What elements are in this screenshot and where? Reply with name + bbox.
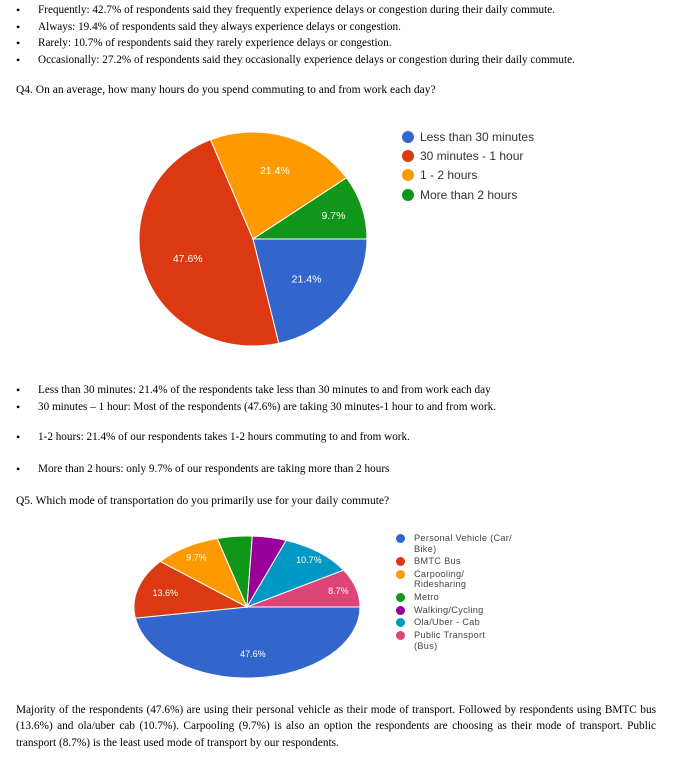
q4-findings-list-2	[16, 429, 410, 446]
legend-label: More than 2 hours	[420, 187, 518, 202]
pie-value-label: 47.6%	[240, 648, 266, 659]
legend-item	[396, 630, 544, 651]
legend-swatch-red	[402, 150, 414, 162]
pie-value-label: 21.4%	[259, 164, 290, 177]
pie-value-label: 13.6%	[152, 587, 179, 598]
legend-label: Carpooling/ Ridesharing	[414, 568, 467, 590]
legend-label: Less than 30 minutes	[420, 129, 535, 144]
pie-value-label: 21.4%	[291, 273, 322, 286]
legend-swatch-orange	[402, 169, 414, 181]
list-item: • 30 minutes – 1 hour: Most of the respondents (47.6%) are taking 30 minutes-1 hour to and from work.	[16, 399, 496, 416]
q5-heading: Q5. Which mode of transportation do you primarily use for your daily commute?	[16, 495, 390, 507]
legend-item	[402, 127, 534, 146]
legend-swatch-pink	[396, 631, 405, 640]
legend-item	[402, 166, 534, 185]
q5-summary-paragraph: Majority of the respondents (47.6%) are using their personal vehicle as their mode of transport. Followed by respondents using BMTC bus (13.6%) and ola/uber cab (10.7%). Carpooling (9.7%) is also an option the respondents are choosing as their mode of transport. Public transport (8.7%) is the least used mode of transport by our respondents.	[16, 704, 656, 749]
q5-pie-chart	[125, 528, 370, 683]
pie-value-label: 47.6%	[172, 252, 203, 265]
legend-label: Metro	[414, 592, 439, 603]
list-item: • More than 2 hours: only 9.7% of our respondents are taking more than 2 hours	[16, 461, 389, 478]
legend-swatch-green	[396, 593, 405, 602]
legend-swatch-red	[396, 557, 405, 566]
legend-swatch-orange	[396, 570, 405, 579]
legend-label: Walking/Cycling	[414, 604, 484, 615]
q4-findings-list	[16, 382, 496, 415]
legend-swatch-blue	[402, 131, 414, 143]
pie-value-label: 10.7%	[296, 555, 322, 566]
pie-value-label: 9.7%	[321, 209, 346, 222]
legend-label: BMTC Bus	[414, 556, 461, 567]
legend-item	[402, 146, 534, 165]
legend-swatch-green	[402, 189, 414, 201]
q4-legend	[402, 127, 534, 204]
legend-label: 30 minutes - 1 hour	[420, 148, 524, 163]
pie-slice	[135, 607, 360, 678]
legend-label: 1 - 2 hours	[420, 168, 478, 183]
legend-item	[396, 533, 544, 554]
legend-item	[396, 592, 544, 603]
legend-swatch-blue	[396, 534, 405, 543]
legend-item	[396, 569, 544, 590]
pie-value-label: 9.7%	[186, 552, 207, 563]
pie-value-label: 8.7%	[328, 586, 349, 597]
q4-findings-list-3	[16, 461, 389, 478]
legend-label: Personal Vehicle (Car/ Bike)	[414, 533, 513, 554]
legend-item	[396, 556, 544, 567]
list-item: • 1-2 hours: 21.4% of our respondents takes 1-2 hours commuting to and from work.	[16, 429, 410, 446]
list-item: • Always: 19.4% of respondents said they always experience delays or congestion.	[16, 19, 575, 36]
delay-frequency-list	[16, 2, 575, 68]
legend-item	[396, 617, 544, 628]
legend-item	[402, 185, 534, 204]
q4-pie-chart	[130, 132, 375, 354]
list-item: • Rarely: 10.7% of respondents said they rarely experience delays or congestion.	[16, 35, 575, 52]
list-item: • Occasionally: 27.2% of respondents said they occasionally experience delays or congestion during their daily commute.	[16, 52, 575, 69]
legend-swatch-purple	[396, 606, 405, 615]
list-item: • Frequently: 42.7% of respondents said they frequently experience delays or congestion during their daily commute.	[16, 2, 575, 19]
legend-swatch-teal	[396, 618, 405, 627]
legend-item	[396, 605, 544, 616]
list-item: • Less than 30 minutes: 21.4% of the respondents take less than 30 minutes to and from work each day	[16, 382, 496, 399]
legend-label: Ola/Uber - Cab	[414, 617, 480, 628]
q5-legend	[396, 533, 544, 653]
legend-label: Public Transport (Bus)	[414, 630, 486, 651]
q4-heading: Q4. On an average, how many hours do you spend commuting to and from work each day?	[16, 84, 436, 96]
